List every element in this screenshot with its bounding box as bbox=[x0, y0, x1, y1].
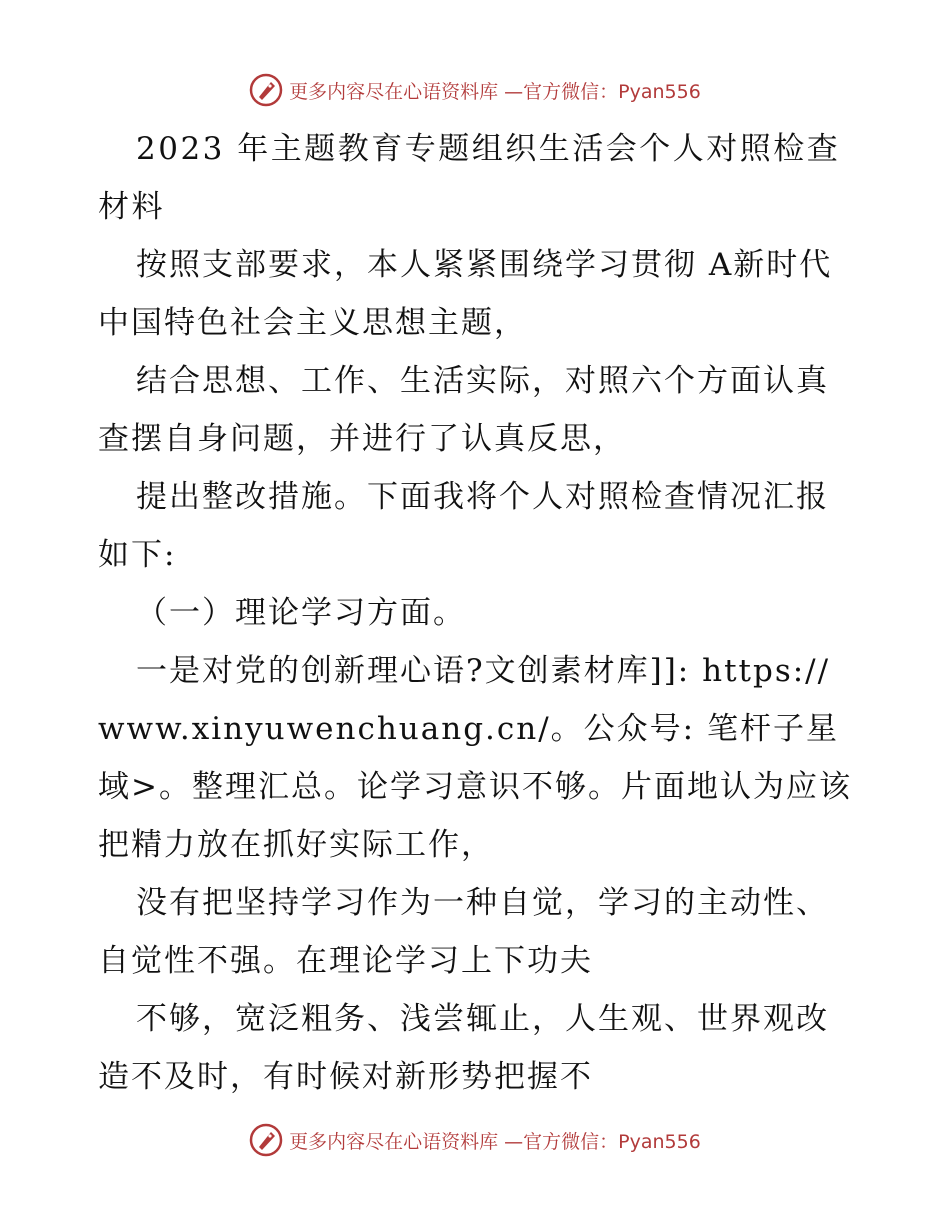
header-watermark-banner bbox=[0, 70, 950, 110]
paragraph: 不够，宽泛粗务、浅尝辄止，人生观、世界观改造不及时，有时候对新形势把握不 bbox=[98, 1001, 829, 1095]
document-title: 2023 年主题教育专题组织生活会个人对照检查材料 bbox=[98, 131, 841, 225]
pen-nib-logo-icon bbox=[249, 1123, 283, 1157]
pen-nib-logo-icon bbox=[249, 73, 283, 107]
paragraph: 按照支部要求，本人紧紧围绕学习贯彻 A新时代中国特色社会主义思想主题， bbox=[98, 247, 833, 341]
paragraph: 结合思想、工作、生活实际，对照六个方面认真查摆自身问题，并进行了认真反思， bbox=[98, 363, 829, 457]
paragraph: 提出整改措施。下面我将个人对照检查情况汇报如下: bbox=[98, 479, 829, 573]
banner-slogan: 更多内容尽在心语资料库 bbox=[289, 1130, 499, 1153]
section-heading: （一）理论学习方面。 bbox=[136, 595, 466, 631]
paragraph: 没有把坚持学习作为一种自觉，学习的主动性、自觉性不强。在理论学习上下功夫 bbox=[98, 885, 829, 979]
banner-contact: —官方微信：Pyan556 bbox=[504, 80, 701, 103]
paragraph: 一是对党的创新理心语?文创素材库]]: https://www.xinyuwenchuang.cn/。公众号: 笔杆子星域>。整理汇总。论学习意识不够。片面地认为应该把精力放在抓好实际工作， bbox=[98, 653, 852, 863]
banner-slogan: 更多内容尽在心语资料库 bbox=[289, 80, 499, 103]
document-body bbox=[98, 120, 858, 1106]
banner-contact: —官方微信：Pyan556 bbox=[504, 1130, 701, 1153]
footer-watermark-banner bbox=[0, 1120, 950, 1160]
